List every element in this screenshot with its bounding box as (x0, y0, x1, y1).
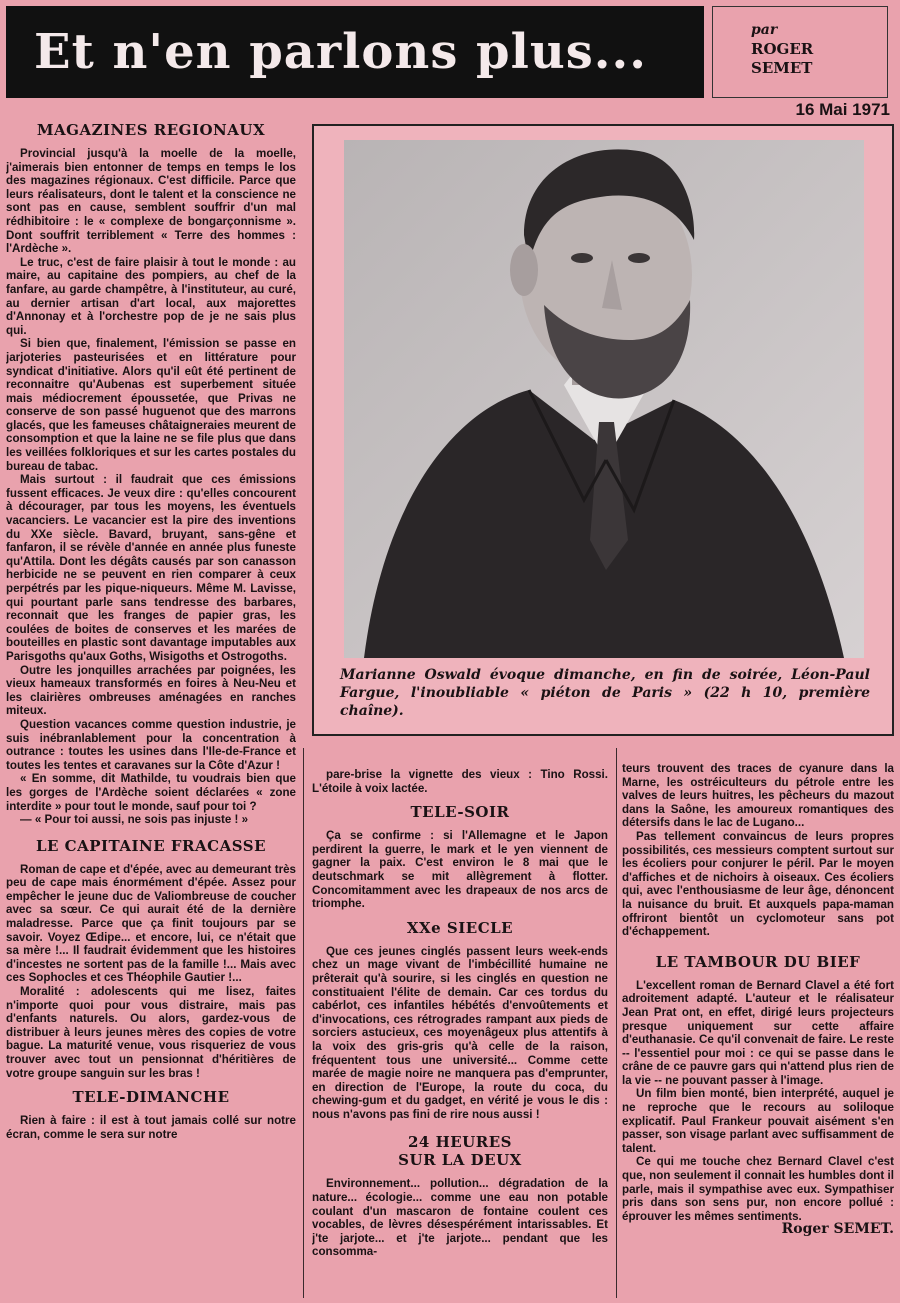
paragraph: Mais surtout : il faudrait que ces émissions fussent efficaces. Je veux dire : qu'elles concourent à décourager, par tous les moyens, les éventuels vacanciers. Le vacancier est la pire des inventions du XXe siècle. Bavard, bruyant, sans-gêne et fanfaron, il se révèle d'année en année plus funeste qu'Attila. Dont les dégâts causés par son canasson herbicide ne se peuvent en rien comparer à ceux perpétrés par les pique-niqueurs. Même M. Lavisse, qui pourtant parle sans tendresse des barbares, reconnait que les franges de papier gras, les coulées de boites de conserves et les marées de bouteilles en plastic sont davantage imputables aux Parisgoths qu'aux Goths, Wisigoths et Ostrogoths. (6, 473, 296, 663)
masthead-title: Et n'en parlons plus... (6, 6, 704, 98)
section-heading: LE CAPITAINE FRACASSE (35, 836, 267, 855)
paragraph: pare-brise la vignette des vieux : Tino Rossi. L'étoile à voix lactée. (312, 768, 608, 795)
column-rule (303, 748, 304, 1298)
column-middle (312, 768, 608, 1298)
paragraph: Environnement... pollution... dégradation de la nature... écologie... comme une eau non potable coulant d'un mascaron de fontaine coulent ces vocables, de lèvres désespérément intarissables. Et j'te jarjote... et j'te jarjote... pendant que les consomma- (312, 1177, 608, 1259)
paragraph: Que ces jeunes cinglés passent leurs week-ends chez un mage vivant de l'imbécillité humaine ne prêterait qu'à sourire, si les cinglés en question ne constituaient l'élite de demain. Car ces tordus du cabérlot, ces infantiles hébétés d'envoûtements et d'invocations, ces rétrogrades rampant aux pieds de sorciers astucieux, ces moyenâgeux plus attentifs à la voix des gris-gris qu'à celle de la raison, fréquentent tous une université... Comme cette marée de magie noire ne manquera pas d'emprunter, en direction de l'Europe, la route du coca, du chewing-gum et du gadget, en vérité je vous le dis : nous n'avons pas fini de rire nous aussi ! (312, 944, 608, 1121)
section-heading: MAGAZINES REGIONAUX (36, 121, 266, 139)
section-heading: TELE-DIMANCHE (72, 1088, 230, 1107)
section-heading: 24 HEURES (407, 1133, 512, 1152)
paragraph: Rien à faire : il est à tout jamais collé sur notre écran, comme le sera sur notre (6, 1114, 296, 1141)
photo-frame (312, 124, 894, 736)
paragraph: Ça se confirme : si l'Allemagne et le Japon perdirent la guerre, le mark et le yen viennent de gagner la paix. C'est environ le 8 mai que le deutschmark se mit allègrement à flotter. Concomitamment avec les drapeaux de nos arcs de triomphe. (312, 829, 608, 911)
paragraph: Ce qui me touche chez Bernard Clavel c'est que, non seulement il connait les humbles dont il parle, mais il sympathise avec eux. Sympathiser pris dans son sens pur, non encore pollué : éprouver les mêmes sentiments. (622, 1155, 894, 1223)
column-left (6, 118, 296, 1298)
photo-caption: Marianne Oswald évoque dimanche, en fin de soirée, Léon-Paul Fargue, l'inoubliable « piéton de Paris » (22 h 10, première chaîne). (340, 667, 870, 719)
byline-last-name: SEMET (751, 59, 813, 77)
paragraph: — « Pour toi aussi, ne sois pas injuste ! » (20, 813, 249, 827)
section-heading: SUR LA DEUX (398, 1151, 522, 1170)
section-heading: TELE-SOIR (410, 803, 510, 822)
byline-first-name: ROGER (751, 40, 814, 58)
paragraph: Pas tellement convaincus de leurs propres possibilités, ces messieurs comptent surtout sur les écoliers pour conjurer le péril. Par le moyen d'affiches et de nichoirs à oiseaux. Ces écoliers qui, avec l'enthousiasme de leur âge, dénoncent la nuisance du bruit. Et auxquels papa-maman offriront bientôt un cyclomoteur sans pot d'échappement. (622, 829, 894, 939)
paragraph: Le truc, c'est de faire plaisir à tout le monde : au maire, au capitaine des pompiers, au chef de la fanfare, au garde champêtre, à l'instituteur, au curé, au dernier artisan d'art local, aux majorettes d'Annonay et à l'orchestre pop de je ne sais plus qui. (6, 255, 296, 337)
paragraph: Un film bien monté, bien interprété, auquel je ne reproche que le recours au soliloque explicatif. Paul Frankeur pouvait aisément s'en passer, son visage parlant avec suffisamment de talent. (622, 1087, 894, 1155)
paragraph: Outre les jonquilles arrachées par poignées, les vieux hameaux transformés en foires à Neu-Neu et les clairières ombreuses aménagées en ranches miteux. (6, 663, 296, 718)
paragraph: Moralité : adolescents qui me lisez, faites n'importe quoi pour vous distraire, mais pas d'enfants naturels. Ou alors, gardez-vous de distribuer à leurs jeunes mères des copies de votre bague. La maturité venue, vous risqueriez de vous trouver avec tout un pensionnat d'héritières de votre groupe sanguin sur les bras ! (6, 985, 296, 1080)
paragraph: « En somme, dit Mathilde, tu voudrais bien que les gorges de l'Ardèche soient déclarées « zone interdite » pour tout le monde, sauf pour toi ? (6, 772, 296, 813)
section-heading: XXe SIECLE (406, 918, 514, 937)
column-rule (616, 748, 617, 1298)
section-heading: LE TAMBOUR DU BIEF (655, 952, 861, 971)
portrait-illustration (344, 140, 864, 658)
paragraph: L'excellent roman de Bernard Clavel a été fort adroitement adapté. L'auteur et le réalisateur Jean Prat ont, en effet, dirigé leurs projecteurs presque uniquement sur cette affaire d'euthanasie. Ce qu'il convenait de faire. Le reste -- l'essentiel pour moi : ce qui se passe dans le crâne de ce pauvre gars qui n'attend plus rien de la vie -- ne pouvant passer à l'image. (622, 978, 894, 1087)
author-signature: Roger SEMET. (781, 1221, 894, 1238)
column-right (622, 762, 894, 1298)
paragraph: Provincial jusqu'à la moelle de la moelle, j'aimerais bien entonner de temps en temps le los des magazines régionaux. C'est difficile. Parce que leurs réalisateurs, dont le talent et la conscience ne sont pas en cause, semblent souffrir d'un mal rédhibitoire : le « complexe de bongarçonnisme ». Dont souffrit terriblement « Terre des hommes : l'Ardèche ». (6, 147, 296, 256)
byline-box (712, 6, 888, 98)
byline-par: par (751, 22, 778, 38)
issue-date: 16 Mai 1971 (795, 100, 890, 119)
paragraph: Si bien que, finalement, l'émission se passe en jarjoteries pasteurisées et en littérature pour syndicat d'initiative. Alors qu'il eût été pertinent de reconnaitre qu'Aubenas est superbement située mais médiocrement époussetée, que Privas ne conserve de son passé huguenot que des marrons glacés, que les fameuses châtaigneraies meurent de consomption et que la laine ne se file plus que dans les veillées folkloriques et sur les cartes postales du bureau de tabac. (6, 337, 296, 473)
paragraph: Question vacances comme question industrie, je suis inébranlablement pour la concentration à outrance : toutes les usines dans l'Ile-de-France et toutes les tentes et caravanes sur la Côte d'Azur ! (6, 717, 296, 772)
paragraph: Roman de cape et d'épée, avec au demeurant très peu de cape mais énormément d'épée. Assez pour empêcher le jeune duc de Valiombreuse de coucher avec sa sœur. Ce qui aurait été de la dernière maladresse. Parce que ça finit toujours par se savoir. Voyez Œdipe... et encore, lui, ce n'était que sa mère !... Il faudrait évidemment que les histoires d'incestes ne sortent pas de la famille !... Mais avec ces Sophocles et ces Théophile Gautier !... (6, 862, 296, 985)
paragraph: teurs trouvent des traces de cyanure dans la Marne, les ostréiculteurs du pétrole entre les valves de leurs huitres, les pêcheurs du mazout dans la Saône, les amoureux romantiques des détersifs dans le lac de Lugano... (622, 762, 894, 830)
portrait-photo (344, 140, 864, 658)
